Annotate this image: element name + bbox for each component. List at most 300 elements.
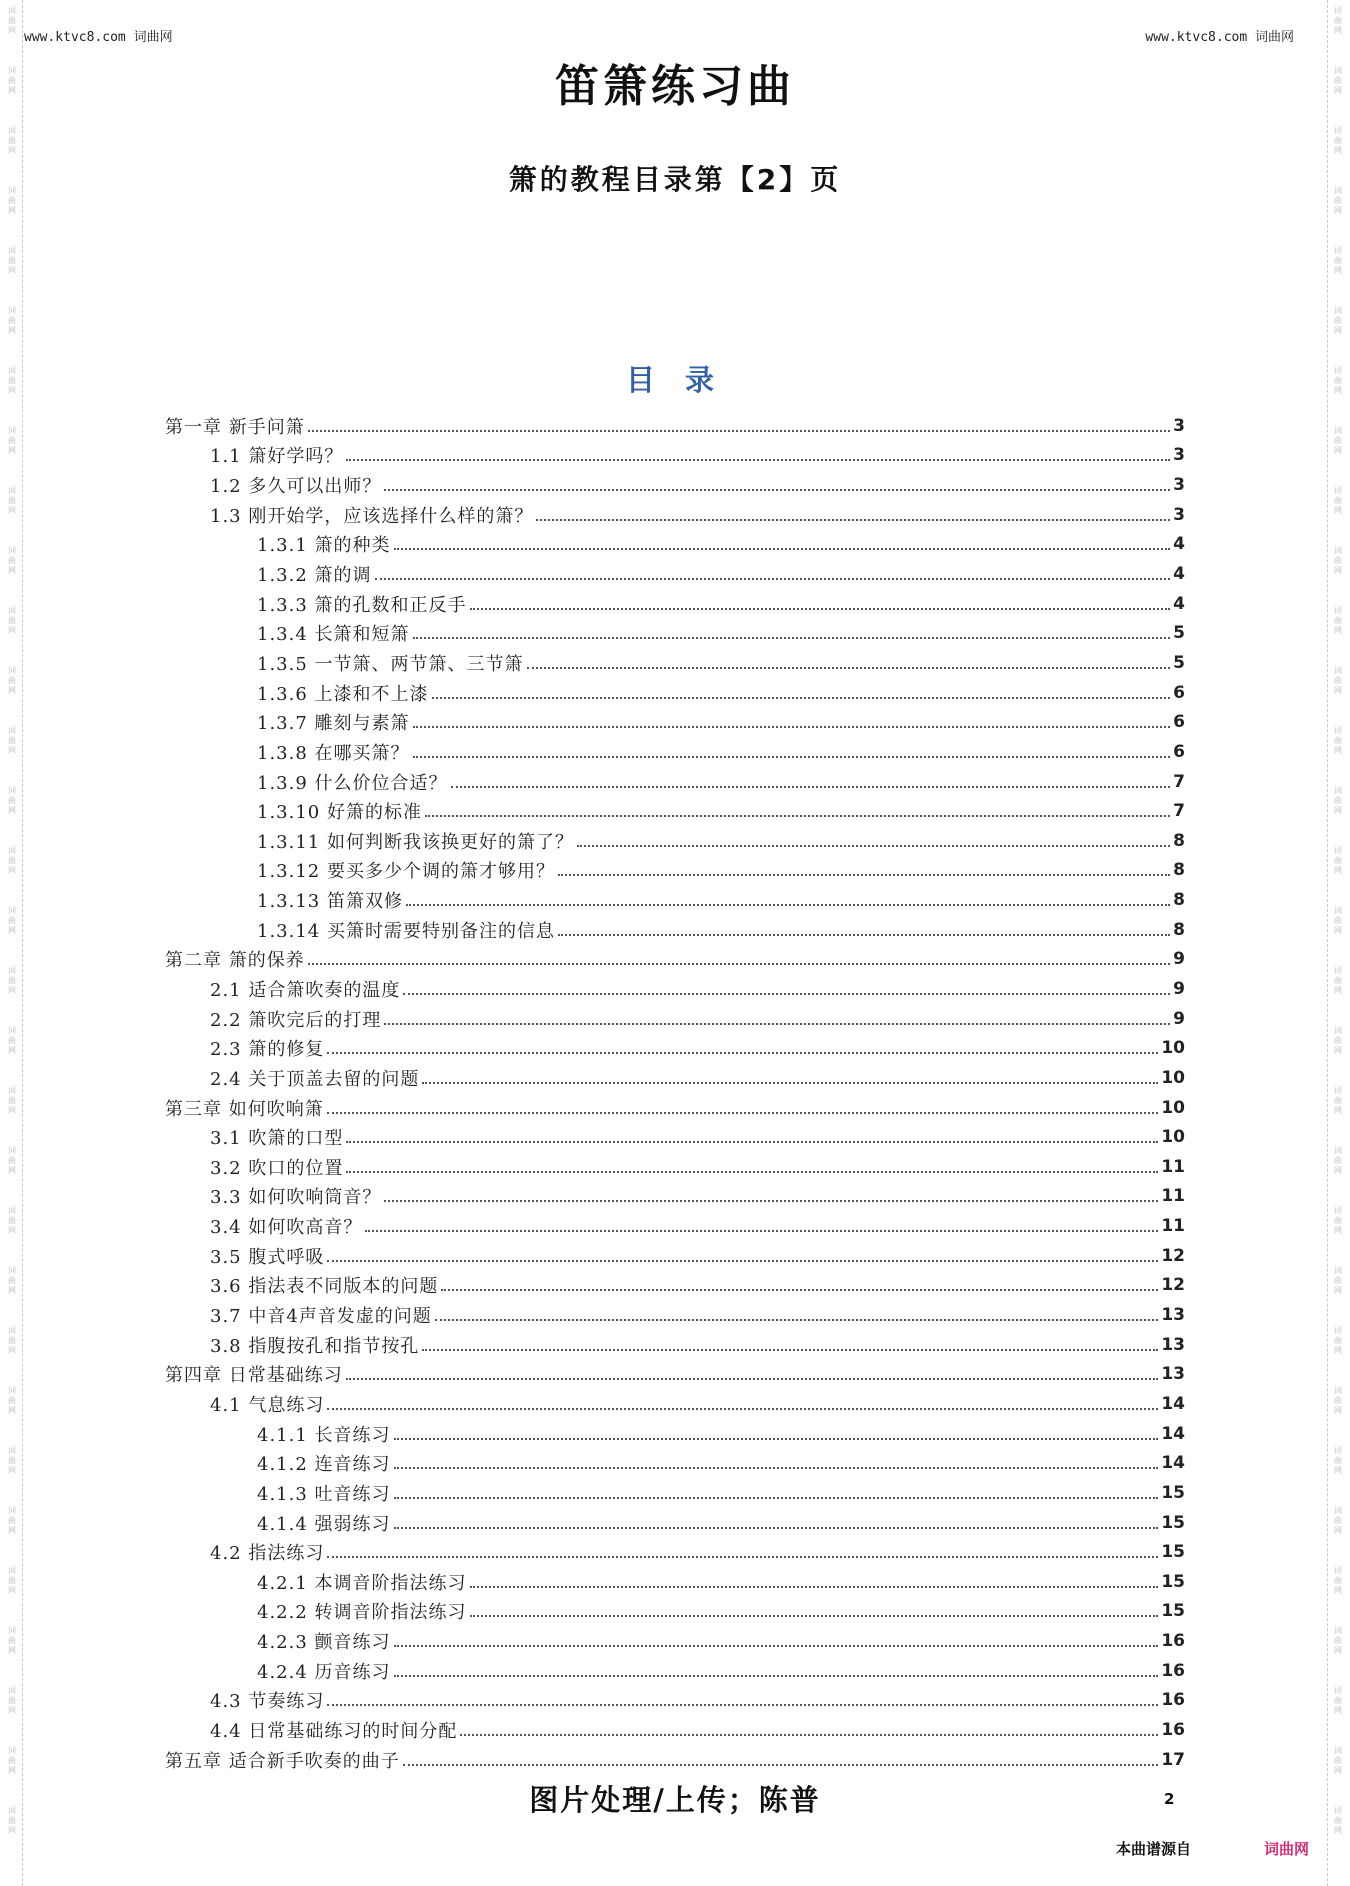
watermark-char: 词 xyxy=(8,486,16,495)
toc-entry[interactable] xyxy=(165,1330,1185,1360)
toc-dot-leader xyxy=(403,1764,1159,1766)
toc-entry-label: 1.3.8 在哪买箫？ xyxy=(257,742,410,764)
toc-dot-leader xyxy=(346,1171,1158,1173)
watermark-char: 网 xyxy=(8,1286,16,1295)
toc-entry-page: 13 xyxy=(1161,1334,1185,1355)
toc-entry-page: 15 xyxy=(1161,1601,1185,1622)
watermark-char: 词 xyxy=(1334,726,1342,735)
toc-entry[interactable] xyxy=(165,1093,1185,1123)
toc-entry-label: 4.2.2 转调音阶指法练习 xyxy=(257,1602,467,1624)
toc-entry[interactable] xyxy=(165,589,1185,619)
watermark-char: 网 xyxy=(1334,866,1342,875)
watermark-char: 网 xyxy=(8,746,16,755)
toc-entry-label: 1.3.3 箫的孔数和正反手 xyxy=(257,594,467,616)
toc-entry-label: 1.3.5 一节箫、两节箫、三节箫 xyxy=(257,653,524,675)
toc-entry-label: 第一章 新手问箫 xyxy=(165,416,305,438)
toc-entry-page: 11 xyxy=(1161,1186,1185,1207)
watermark-mark xyxy=(8,1140,16,1200)
toc-entry[interactable] xyxy=(165,1182,1185,1212)
toc-entry-page: 4 xyxy=(1173,534,1185,555)
watermark-char: 网 xyxy=(1334,206,1342,215)
toc-entry[interactable] xyxy=(165,707,1185,737)
toc-entry[interactable] xyxy=(165,1300,1185,1330)
watermark-char: 曲 xyxy=(1334,616,1342,625)
toc-entry-page: 4 xyxy=(1173,564,1185,585)
watermark-char: 词 xyxy=(1334,1026,1342,1035)
watermark-mark xyxy=(1334,720,1342,780)
watermark-char: 曲 xyxy=(8,1396,16,1405)
watermark-char: 曲 xyxy=(8,976,16,985)
toc-entry-page: 5 xyxy=(1173,623,1185,644)
watermark-char: 网 xyxy=(1334,1646,1342,1655)
toc-dot-leader xyxy=(375,578,1170,580)
toc-dot-leader xyxy=(435,1319,1159,1321)
toc-entry-label: 4.2.1 本调音阶指法练习 xyxy=(257,1572,467,1594)
watermark-char: 词 xyxy=(8,6,16,15)
watermark-char: 网 xyxy=(1334,506,1342,515)
toc-entry[interactable] xyxy=(165,915,1185,945)
toc-dot-leader xyxy=(394,1527,1159,1529)
watermark-mark xyxy=(1334,780,1342,840)
toc-entry[interactable] xyxy=(165,1419,1185,1449)
toc-entry[interactable] xyxy=(165,974,1185,1004)
toc-entry[interactable] xyxy=(165,1241,1185,1271)
toc-entry-page: 11 xyxy=(1161,1216,1185,1237)
watermark-char: 词 xyxy=(1334,6,1342,15)
watermark-char: 曲 xyxy=(8,1456,16,1465)
watermark-char: 曲 xyxy=(8,16,16,25)
watermark-char: 曲 xyxy=(8,916,16,925)
watermark-char: 词 xyxy=(1334,126,1342,135)
watermark-mark xyxy=(8,1020,16,1080)
toc-dot-leader xyxy=(308,963,1170,965)
toc-entry-label: 3.7 中音4声音发虚的问题 xyxy=(210,1306,432,1328)
watermark-char: 词 xyxy=(8,186,16,195)
toc-dot-leader xyxy=(422,1082,1158,1084)
toc-entry[interactable] xyxy=(165,411,1185,441)
toc-entry-page: 6 xyxy=(1173,712,1185,733)
watermark-mark xyxy=(8,600,16,660)
toc-entry-label: 第三章 如何吹响箫 xyxy=(165,1098,324,1120)
watermark-char: 曲 xyxy=(8,76,16,85)
toc-dot-leader xyxy=(346,1141,1158,1143)
toc-entry-page: 10 xyxy=(1161,1127,1185,1148)
watermark-mark xyxy=(8,1260,16,1320)
watermark-char: 网 xyxy=(8,206,16,215)
watermark-char: 网 xyxy=(8,626,16,635)
right-border-line xyxy=(1327,0,1328,1886)
watermark-char: 网 xyxy=(8,386,16,395)
toc-entry[interactable] xyxy=(165,1211,1185,1241)
toc-entry[interactable] xyxy=(165,1004,1185,1034)
toc-entry[interactable] xyxy=(165,530,1185,560)
toc-entry-label: 4.1.3 吐音练习 xyxy=(257,1483,391,1505)
watermark-char: 曲 xyxy=(8,1696,16,1705)
watermark-char: 词 xyxy=(8,1206,16,1215)
toc-dot-leader xyxy=(536,519,1170,521)
watermark-char: 词 xyxy=(1334,486,1342,495)
toc-entry-page: 15 xyxy=(1161,1482,1185,1503)
toc-entry-page: 16 xyxy=(1161,1720,1185,1740)
toc-entry[interactable] xyxy=(165,1389,1185,1419)
watermark-char: 网 xyxy=(8,446,16,455)
watermark-char: 词 xyxy=(1334,1686,1342,1695)
toc-entry-page: 7 xyxy=(1173,771,1185,792)
watermark-char: 网 xyxy=(8,1646,16,1655)
toc-entry[interactable] xyxy=(165,648,1185,678)
toc-dot-leader xyxy=(413,756,1170,758)
toc-dot-leader xyxy=(470,1615,1159,1617)
toc-entry-label: 1.3.7 雕刻与素箫 xyxy=(257,713,410,735)
watermark-char: 曲 xyxy=(8,196,16,205)
toc-entry-label: 1.3.4 长箫和短箫 xyxy=(257,624,410,646)
watermark-char: 曲 xyxy=(8,1816,16,1825)
watermark-char: 词 xyxy=(1334,846,1342,855)
watermark-char: 曲 xyxy=(1334,1336,1342,1345)
watermark-char: 曲 xyxy=(1334,1156,1342,1165)
image-credit: 图片处理/上传；陈普 xyxy=(529,1783,821,1817)
toc-entry[interactable] xyxy=(165,470,1185,500)
toc-entry-label: 1.3.11 如何判断我该换更好的箫了？ xyxy=(257,831,574,853)
toc-entry[interactable] xyxy=(165,1033,1185,1063)
toc-dot-leader xyxy=(394,1467,1159,1469)
watermark-char: 曲 xyxy=(8,316,16,325)
watermark-mark xyxy=(8,780,16,840)
watermark-char: 网 xyxy=(8,1346,16,1355)
toc-entry-page: 13 xyxy=(1161,1364,1185,1385)
toc-entry[interactable] xyxy=(165,1656,1185,1686)
watermark-char: 网 xyxy=(1334,626,1342,635)
toc-dot-leader xyxy=(577,845,1170,847)
toc-entry[interactable] xyxy=(165,945,1185,975)
toc-dot-leader xyxy=(394,1438,1159,1440)
watermark-char: 曲 xyxy=(8,1636,16,1645)
watermark-char: 词 xyxy=(1334,306,1342,315)
toc-entry-page: 8 xyxy=(1173,890,1185,911)
watermark-char: 网 xyxy=(8,986,16,995)
watermark-char: 词 xyxy=(1334,186,1342,195)
toc-dot-leader xyxy=(365,1230,1158,1232)
watermark-char: 词 xyxy=(8,846,16,855)
toc-dot-leader xyxy=(394,1675,1159,1677)
watermark-char: 曲 xyxy=(8,856,16,865)
watermark-mark xyxy=(8,420,16,480)
toc-entry-label: 3.5 腹式呼吸 xyxy=(210,1246,325,1268)
toc-entry-label: 1.3.14 买箫时需要特别备注的信息 xyxy=(257,920,555,942)
watermark-char: 网 xyxy=(8,866,16,875)
watermark-char: 曲 xyxy=(1334,1216,1342,1225)
toc-entry-label: 第二章 箫的保养 xyxy=(165,950,305,972)
toc-entry[interactable] xyxy=(165,1448,1185,1478)
toc-entry-page: 10 xyxy=(1161,1067,1185,1088)
page-title: 笛箫练习曲 xyxy=(555,61,795,112)
watermark-char: 词 xyxy=(8,426,16,435)
toc-entry[interactable] xyxy=(165,1745,1185,1775)
toc-entry-page: 9 xyxy=(1173,949,1185,970)
watermark-char: 网 xyxy=(8,1526,16,1535)
toc-dot-leader xyxy=(346,459,1170,461)
watermark-mark xyxy=(8,1680,16,1740)
watermark-char: 词 xyxy=(8,966,16,975)
watermark-char: 网 xyxy=(8,926,16,935)
watermark-char: 网 xyxy=(8,1826,16,1835)
table-of-contents xyxy=(165,411,1185,1774)
toc-entry-label: 1.3.12 要买多少个调的箫才够用？ xyxy=(257,861,555,883)
toc-entry-label: 3.4 如何吹高音？ xyxy=(210,1217,363,1239)
watermark-char: 词 xyxy=(8,1026,16,1035)
watermark-char: 网 xyxy=(1334,1226,1342,1235)
toc-entry-label: 2.2 箫吹完后的打理 xyxy=(210,1009,382,1031)
watermark-char: 曲 xyxy=(8,136,16,145)
watermark-char: 词 xyxy=(1334,1326,1342,1335)
watermark-char: 曲 xyxy=(1334,1096,1342,1105)
watermark-char: 曲 xyxy=(8,1576,16,1585)
toc-entry-page: 12 xyxy=(1161,1245,1185,1266)
toc-entry[interactable] xyxy=(165,737,1185,767)
toc-entry-page: 5 xyxy=(1173,652,1185,673)
watermark-char: 词 xyxy=(8,1626,16,1635)
watermark-char: 网 xyxy=(1334,1406,1342,1415)
watermark-mark xyxy=(1334,1380,1342,1440)
watermark-mark xyxy=(1334,540,1342,600)
watermark-char: 曲 xyxy=(8,256,16,265)
watermark-char: 曲 xyxy=(8,1036,16,1045)
watermark-mark xyxy=(1334,660,1342,720)
toc-dot-leader xyxy=(432,697,1170,699)
watermark-char: 网 xyxy=(8,1586,16,1595)
watermark-char: 网 xyxy=(1334,1166,1342,1175)
watermark-char: 词 xyxy=(1334,66,1342,75)
toc-dot-leader xyxy=(558,874,1170,876)
watermark-char: 网 xyxy=(1334,1766,1342,1775)
toc-entry-page: 10 xyxy=(1161,1097,1185,1118)
watermark-mark xyxy=(8,1200,16,1260)
toc-dot-leader xyxy=(406,904,1170,906)
watermark-char: 词 xyxy=(1334,1746,1342,1755)
toc-dot-leader xyxy=(413,726,1170,728)
toc-entry-label: 1.3.6 上漆和不上漆 xyxy=(257,683,429,705)
watermark-char: 曲 xyxy=(1334,1756,1342,1765)
toc-dot-leader xyxy=(346,1378,1159,1380)
watermark-char: 网 xyxy=(8,1406,16,1415)
watermark-char: 词 xyxy=(8,1146,16,1155)
toc-dot-leader xyxy=(413,637,1170,639)
watermark-char: 网 xyxy=(1334,1466,1342,1475)
watermark-char: 网 xyxy=(8,1166,16,1175)
watermark-char: 词 xyxy=(8,1806,16,1815)
watermark-char: 网 xyxy=(8,506,16,515)
toc-entry[interactable] xyxy=(165,1478,1185,1508)
watermark-char: 曲 xyxy=(8,1336,16,1345)
watermark-char: 词 xyxy=(1334,1446,1342,1455)
toc-entry-page: 3 xyxy=(1173,475,1185,496)
watermark-char: 曲 xyxy=(1334,916,1342,925)
toc-entry-label: 3.8 指腹按孔和指节按孔 xyxy=(210,1335,420,1357)
watermark-mark xyxy=(8,540,16,600)
toc-entry-label: 3.3 如何吹响筒音？ xyxy=(210,1187,382,1209)
watermark-char: 网 xyxy=(8,1046,16,1055)
toc-dot-leader xyxy=(470,608,1170,610)
toc-dot-leader xyxy=(403,993,1170,995)
toc-entry[interactable] xyxy=(165,1152,1185,1182)
toc-entry[interactable] xyxy=(165,1537,1185,1567)
watermark-char: 曲 xyxy=(1334,76,1342,85)
toc-entry-page: 16 xyxy=(1161,1690,1185,1711)
toc-entry-label: 2.3 箫的修复 xyxy=(210,1039,325,1061)
toc-entry-label: 1.3.9 什么价位合适？ xyxy=(257,772,448,794)
watermark-char: 网 xyxy=(1334,26,1342,35)
watermark-char: 词 xyxy=(1334,1806,1342,1815)
watermark-char: 曲 xyxy=(8,556,16,565)
watermark-mark xyxy=(8,660,16,720)
watermark-char: 词 xyxy=(8,726,16,735)
toc-entry[interactable] xyxy=(165,1122,1185,1152)
toc-entry-label: 3.2 吹口的位置 xyxy=(210,1157,344,1179)
toc-entry-page: 9 xyxy=(1173,978,1185,999)
source-site-link[interactable]: 词曲网 xyxy=(1264,1840,1310,1858)
toc-entry[interactable] xyxy=(165,1567,1185,1597)
watermark-mark xyxy=(8,300,16,360)
watermark-char: 网 xyxy=(1334,1286,1342,1295)
toc-entry[interactable] xyxy=(165,767,1185,797)
watermark-mark xyxy=(1334,1020,1342,1080)
watermark-char: 词 xyxy=(8,1386,16,1395)
watermark-char: 词 xyxy=(1334,1206,1342,1215)
watermark-char: 曲 xyxy=(1334,196,1342,205)
toc-entry[interactable] xyxy=(165,856,1185,886)
toc-entry[interactable] xyxy=(165,1597,1185,1627)
toc-entry-page: 12 xyxy=(1161,1275,1185,1296)
watermark-char: 网 xyxy=(8,86,16,95)
watermark-char: 曲 xyxy=(8,436,16,445)
watermark-mark xyxy=(8,1560,16,1620)
watermark-mark xyxy=(1334,1500,1342,1560)
toc-entry-label: 1.3.2 箫的调 xyxy=(257,565,372,587)
toc-entry-page: 16 xyxy=(1161,1660,1185,1681)
watermark-char: 词 xyxy=(8,1566,16,1575)
watermark-char: 词 xyxy=(8,1086,16,1095)
watermark-char: 曲 xyxy=(1334,256,1342,265)
toc-entry[interactable] xyxy=(165,796,1185,826)
toc-entry-label: 4.3 节奏练习 xyxy=(210,1691,325,1713)
toc-dot-leader xyxy=(308,430,1170,432)
watermark-char: 网 xyxy=(8,1466,16,1475)
toc-entry-page: 6 xyxy=(1173,741,1185,762)
toc-dot-leader xyxy=(394,548,1170,550)
toc-entry[interactable] xyxy=(165,1360,1185,1390)
toc-entry[interactable] xyxy=(165,678,1185,708)
toc-entry[interactable] xyxy=(165,1063,1185,1093)
watermark-char: 词 xyxy=(1334,666,1342,675)
watermark-char: 曲 xyxy=(1334,1456,1342,1465)
watermark-mark xyxy=(1334,1200,1342,1260)
toc-entry-page: 15 xyxy=(1161,1512,1185,1533)
toc-entry[interactable] xyxy=(165,1271,1185,1301)
watermark-char: 曲 xyxy=(8,1276,16,1285)
toc-entry[interactable] xyxy=(165,618,1185,648)
toc-entry[interactable] xyxy=(165,826,1185,856)
watermark-char: 曲 xyxy=(1334,1816,1342,1825)
watermark-char: 词 xyxy=(1334,1086,1342,1095)
toc-dot-leader xyxy=(441,1289,1158,1291)
left-watermark-strip xyxy=(4,0,20,1886)
watermark-char: 词 xyxy=(8,1266,16,1275)
watermark-mark xyxy=(8,960,16,1020)
toc-dot-leader xyxy=(527,667,1170,669)
toc-dot-leader xyxy=(451,786,1170,788)
toc-entry[interactable] xyxy=(165,885,1185,915)
toc-dot-leader xyxy=(384,489,1170,491)
watermark-char: 曲 xyxy=(8,736,16,745)
toc-entry[interactable] xyxy=(165,441,1185,471)
toc-entry[interactable] xyxy=(165,1626,1185,1656)
watermark-char: 词 xyxy=(8,366,16,375)
watermark-char: 词 xyxy=(1334,246,1342,255)
watermark-char: 曲 xyxy=(1334,1276,1342,1285)
watermark-mark xyxy=(1334,1140,1342,1200)
watermark-char: 网 xyxy=(8,806,16,815)
toc-dot-leader xyxy=(384,1200,1158,1202)
watermark-char: 网 xyxy=(8,1706,16,1715)
watermark-char: 词 xyxy=(1334,606,1342,615)
watermark-char: 词 xyxy=(1334,546,1342,555)
toc-entry[interactable] xyxy=(165,1686,1185,1716)
toc-dot-leader xyxy=(327,1556,1158,1558)
watermark-char: 网 xyxy=(1334,686,1342,695)
toc-dot-leader xyxy=(425,815,1170,817)
watermark-mark xyxy=(8,1380,16,1440)
watermark-char: 曲 xyxy=(1334,136,1342,145)
toc-entry-label: 2.4 关于顶盖去留的问题 xyxy=(210,1068,420,1090)
watermark-char: 曲 xyxy=(1334,496,1342,505)
watermark-char: 曲 xyxy=(1334,1576,1342,1585)
watermark-char: 词 xyxy=(1334,426,1342,435)
watermark-mark xyxy=(1334,1560,1342,1620)
watermark-char: 曲 xyxy=(1334,736,1342,745)
toc-entry-label: 4.1.1 长音练习 xyxy=(257,1424,391,1446)
watermark-char: 词 xyxy=(1334,366,1342,375)
watermark-char: 网 xyxy=(1334,266,1342,275)
toc-entry-page: 8 xyxy=(1173,860,1185,881)
toc-entry-page: 14 xyxy=(1161,1423,1185,1444)
watermark-mark xyxy=(1334,480,1342,540)
toc-dot-leader xyxy=(327,1704,1158,1706)
toc-entry-page: 13 xyxy=(1161,1305,1185,1326)
toc-entry-label: 3.1 吹箫的口型 xyxy=(210,1128,344,1150)
toc-dot-leader xyxy=(327,1052,1158,1054)
watermark-char: 网 xyxy=(1334,1346,1342,1355)
watermark-char: 词 xyxy=(8,786,16,795)
toc-dot-leader xyxy=(394,1645,1159,1647)
toc-entry[interactable] xyxy=(165,500,1185,530)
header-site-tag-left: www.ktvc8.com 词曲网 xyxy=(24,30,173,45)
toc-entry-page: 3 xyxy=(1173,504,1185,525)
watermark-char: 词 xyxy=(1334,1386,1342,1395)
toc-entry[interactable] xyxy=(165,559,1185,589)
watermark-char: 词 xyxy=(8,546,16,555)
toc-entry-label: 4.1.2 连音练习 xyxy=(257,1454,391,1476)
watermark-mark xyxy=(8,900,16,960)
watermark-char: 网 xyxy=(8,146,16,155)
watermark-char: 曲 xyxy=(8,616,16,625)
watermark-char: 词 xyxy=(8,666,16,675)
toc-entry[interactable] xyxy=(165,1508,1185,1538)
watermark-char: 网 xyxy=(8,686,16,695)
page-number: 2 xyxy=(1164,1790,1175,1808)
toc-entry[interactable] xyxy=(165,1715,1185,1745)
watermark-mark xyxy=(8,1500,16,1560)
toc-entry-label: 第四章 日常基础练习 xyxy=(165,1365,343,1387)
